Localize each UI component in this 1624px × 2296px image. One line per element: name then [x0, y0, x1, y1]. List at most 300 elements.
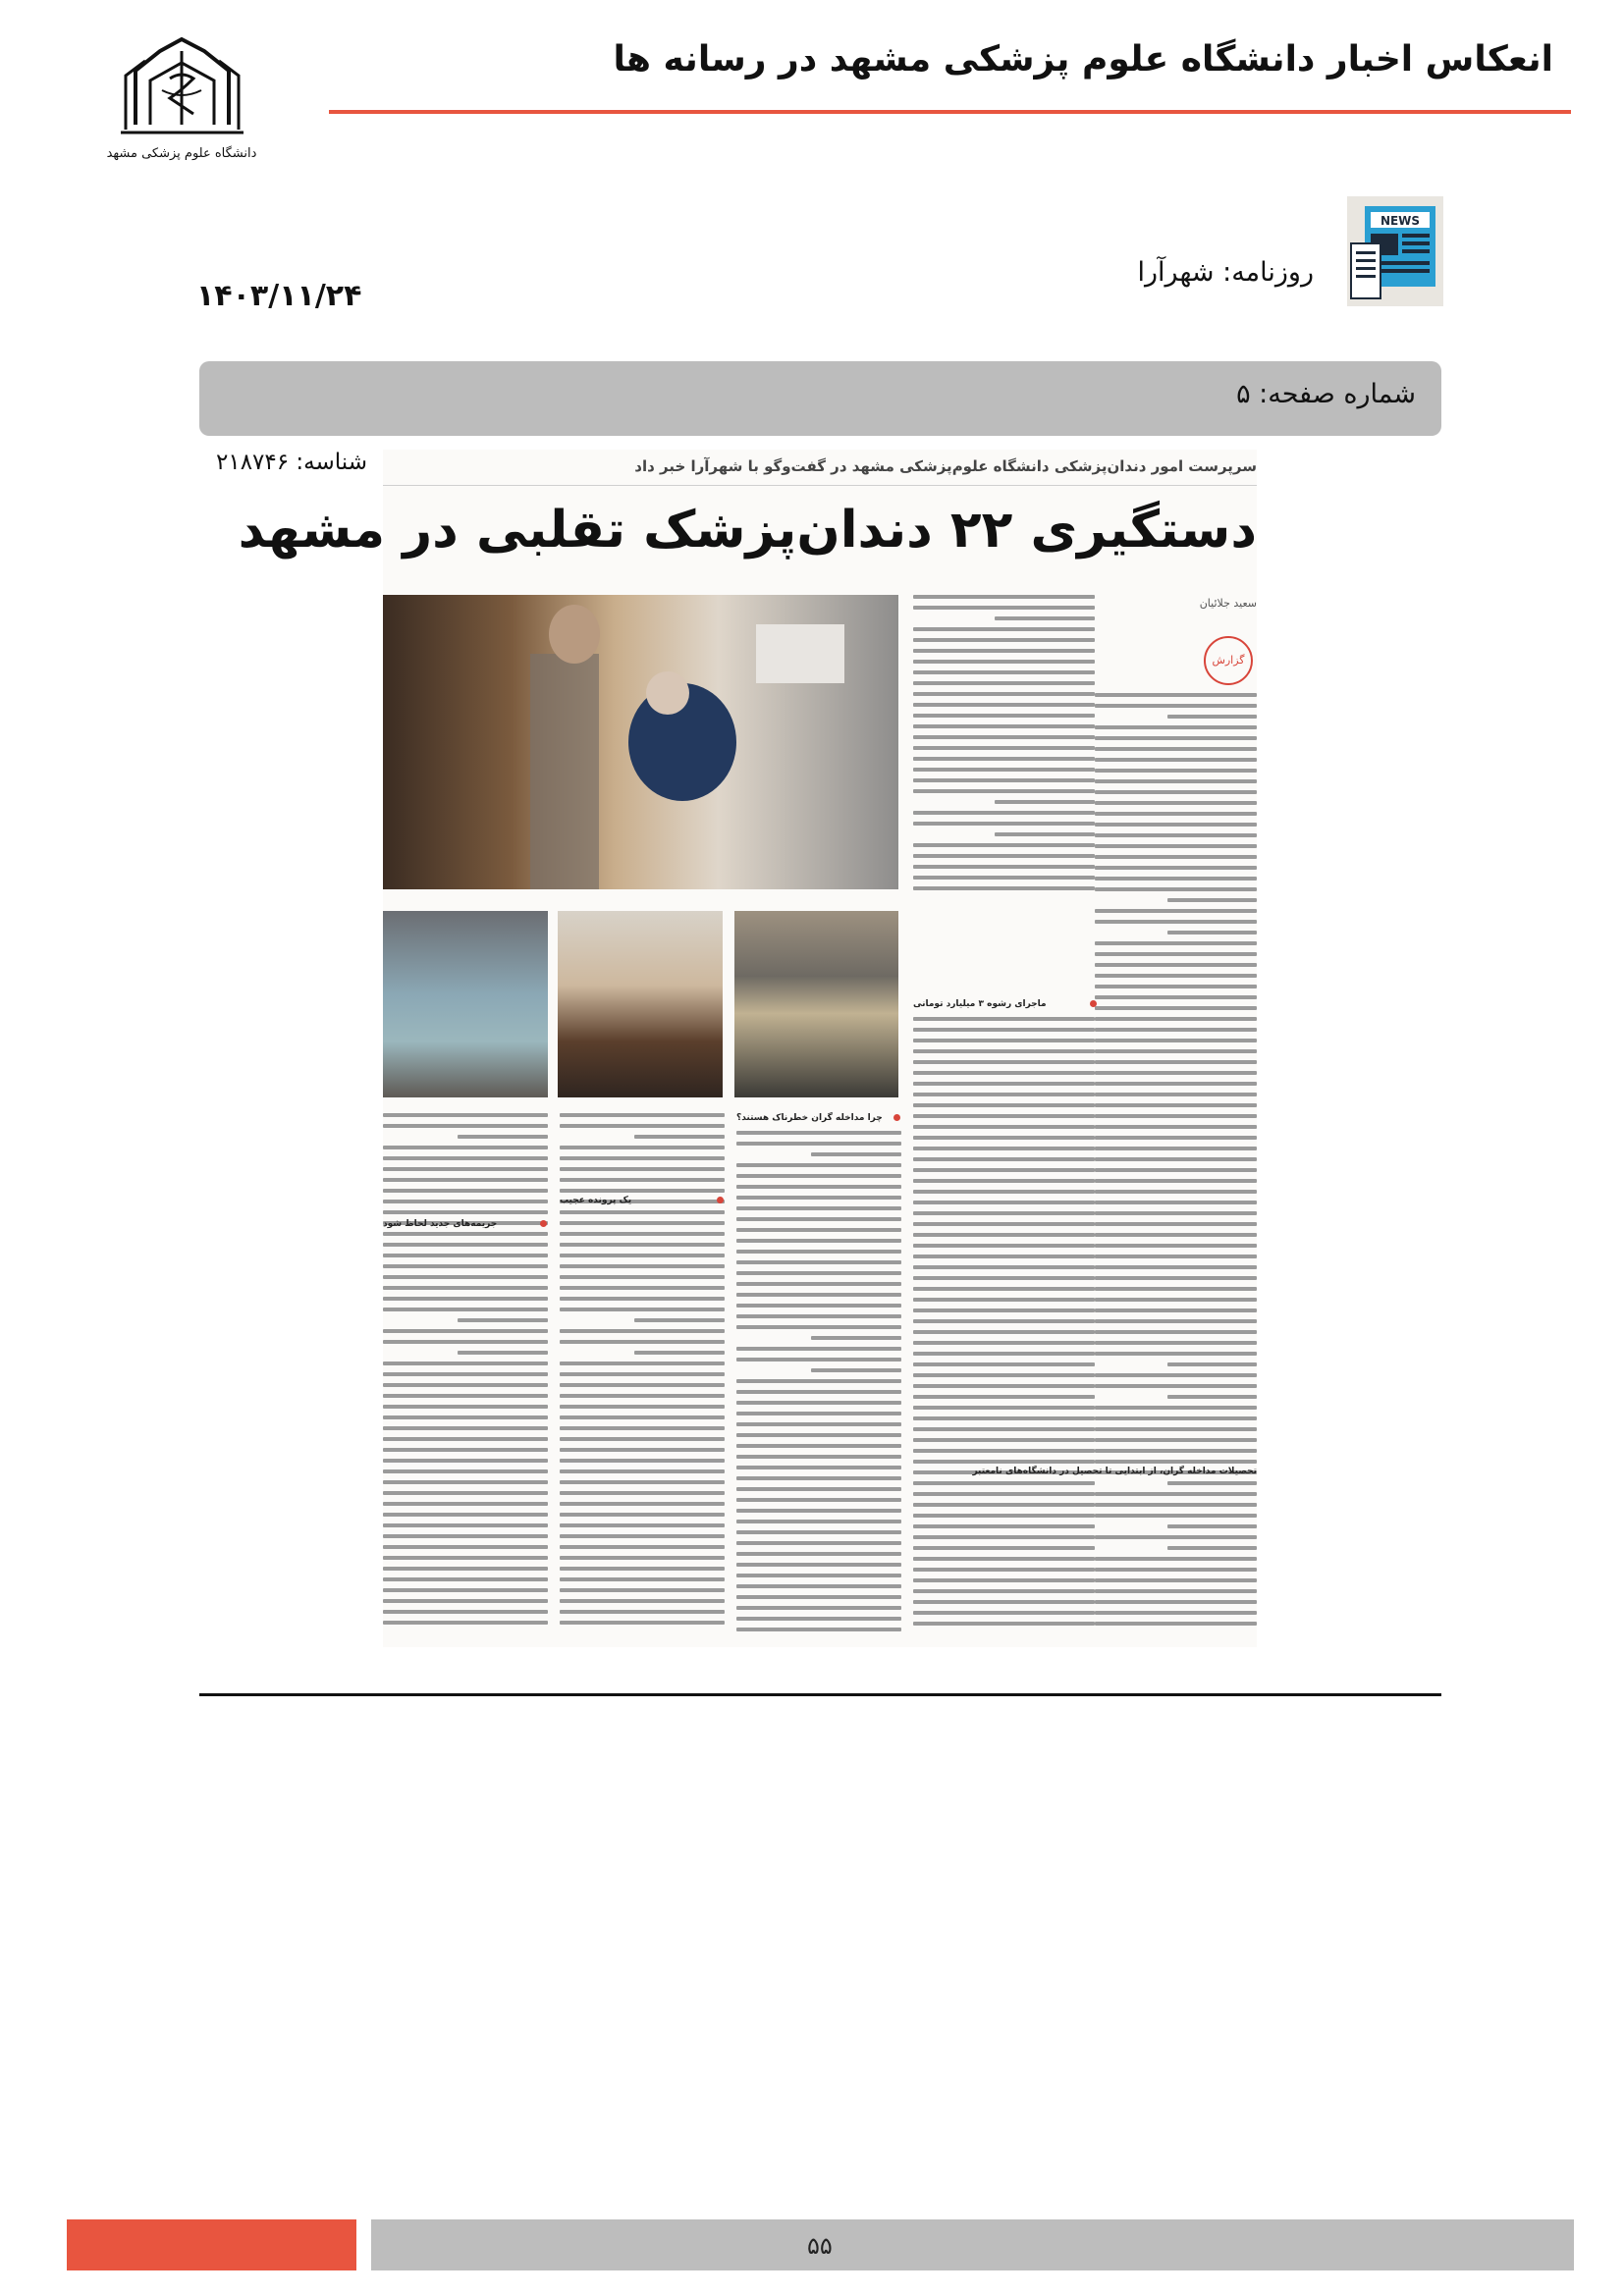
text-line: [995, 616, 1095, 620]
content-divider: [199, 1693, 1441, 1696]
text-column-2: [913, 595, 1095, 899]
text-line: [811, 1368, 901, 1372]
text-line: [383, 1362, 548, 1365]
text-line: [913, 1406, 1095, 1410]
text-line: [1095, 736, 1257, 740]
text-line: [1095, 1557, 1257, 1561]
text-line: [913, 681, 1095, 685]
text-line: [913, 768, 1095, 772]
text-line: [913, 1352, 1095, 1356]
text-line: [736, 1217, 901, 1221]
article-subhead: جریمه‌های جدید لحاظ شود: [383, 1219, 498, 1229]
text-line: [811, 1336, 901, 1340]
text-line: [913, 789, 1095, 793]
text-line: [560, 1308, 725, 1311]
text-line: [736, 1476, 901, 1480]
article-subheadline: سرپرست امور دندان‌پزشکی دانشگاه علوم‌پزشکی مشهد در گفت‌وگو با شهرآرا خبر داد: [634, 457, 1257, 475]
text-line: [383, 1254, 548, 1257]
text-line: [736, 1325, 901, 1329]
text-line: [736, 1422, 901, 1426]
text-line: [560, 1189, 725, 1193]
text-line: [913, 1449, 1095, 1453]
text-line: [913, 1103, 1095, 1107]
text-line: [736, 1206, 901, 1210]
text-line: [736, 1541, 901, 1545]
text-line: [913, 876, 1095, 880]
text-line: [1095, 1373, 1257, 1377]
text-line: [1095, 941, 1257, 945]
text-line: [913, 1060, 1095, 1064]
article-subhead: یک پرونده عجیب: [560, 1196, 632, 1205]
text-line: [383, 1340, 548, 1344]
text-line: [913, 1308, 1095, 1312]
text-line: [736, 1304, 901, 1308]
text-line: [560, 1372, 725, 1376]
text-line: [913, 811, 1095, 815]
text-line: [913, 1503, 1095, 1507]
text-line: [736, 1606, 901, 1610]
text-line: [1095, 823, 1257, 827]
text-line: [913, 1190, 1095, 1194]
text-line: [560, 1146, 725, 1149]
text-line: [736, 1455, 901, 1459]
article-author: سعید جلائیان: [1199, 597, 1257, 610]
article-subhead: چرا مداخله گران خطرناک هستند؟: [736, 1113, 883, 1123]
text-line: [1095, 1039, 1257, 1042]
bullet-icon: [893, 1114, 900, 1121]
text-line: [736, 1314, 901, 1318]
text-line: [383, 1513, 548, 1517]
text-line: [1095, 1190, 1257, 1194]
text-line: [1095, 909, 1257, 913]
newspaper-icon: [1347, 196, 1443, 306]
text-line: [913, 692, 1095, 696]
report-badge: گزارش: [1204, 636, 1253, 685]
text-line: [383, 1243, 548, 1247]
dentist-chair-illustration: [383, 595, 898, 889]
text-line: [1095, 1028, 1257, 1032]
text-column-1: [1095, 595, 1257, 1635]
text-line: [383, 1124, 548, 1128]
article-photo-main: [383, 595, 898, 889]
text-line: [458, 1318, 548, 1322]
text-column-4: [560, 1113, 725, 1635]
text-line: [736, 1282, 901, 1286]
header-divider: [329, 110, 1571, 114]
text-line: [1095, 855, 1257, 859]
text-line: [913, 1535, 1095, 1539]
text-line: [1167, 931, 1257, 934]
text-line: [560, 1534, 725, 1538]
text-line: [913, 1125, 1095, 1129]
text-line: [913, 1460, 1095, 1464]
text-line: [913, 1136, 1095, 1140]
text-line: [1095, 1384, 1257, 1388]
text-line: [383, 1567, 548, 1571]
text-line: [560, 1415, 725, 1419]
text-line: [736, 1520, 901, 1523]
text-line: [913, 1157, 1095, 1161]
text-line: [913, 1071, 1095, 1075]
text-line: [913, 1622, 1095, 1626]
text-line: [1095, 1255, 1257, 1258]
text-line: [1095, 1093, 1257, 1096]
text-line: [383, 1372, 548, 1376]
svg-text:دانشگاه علوم پزشکی مشهد: دانشگاه علوم پزشکی مشهد: [106, 146, 257, 161]
text-line: [736, 1487, 901, 1491]
text-line: [560, 1437, 725, 1441]
text-line: [736, 1509, 901, 1513]
text-line: [560, 1362, 725, 1365]
text-line: [913, 1514, 1095, 1518]
text-line: [913, 1093, 1095, 1096]
text-line: [383, 1480, 548, 1484]
text-line: [560, 1513, 725, 1517]
bullet-icon: [1090, 1000, 1097, 1007]
text-line: [1095, 1060, 1257, 1064]
text-line: [913, 1287, 1095, 1291]
text-line: [1095, 866, 1257, 870]
text-line: [1095, 779, 1257, 783]
text-line: [913, 843, 1095, 847]
text-line: [383, 1523, 548, 1527]
text-line: [383, 1448, 548, 1452]
text-line: [1095, 1287, 1257, 1291]
text-line: [383, 1502, 548, 1506]
text-line: [383, 1491, 548, 1495]
text-line: [383, 1178, 548, 1182]
text-line: [913, 735, 1095, 739]
text-line: [913, 1028, 1095, 1032]
text-line: [913, 1179, 1095, 1183]
text-line: [913, 714, 1095, 718]
text-line: [1167, 1395, 1257, 1399]
text-line: [1095, 704, 1257, 708]
text-line: [1095, 1114, 1257, 1118]
text-line: [736, 1390, 901, 1394]
footer-bar: [371, 2219, 1574, 2270]
text-line: [736, 1530, 901, 1534]
text-line: [1095, 1514, 1257, 1518]
text-line: [383, 1200, 548, 1203]
text-line: [736, 1131, 901, 1135]
text-line: [1095, 1276, 1257, 1280]
footer-accent-bar: [67, 2219, 356, 2270]
text-line: [913, 670, 1095, 674]
text-line: [913, 1082, 1095, 1086]
text-line: [913, 1341, 1095, 1345]
text-line: [913, 1255, 1095, 1258]
text-line: [383, 1286, 548, 1290]
text-line: [560, 1340, 725, 1344]
text-line: [1095, 693, 1257, 697]
text-line: [1095, 1103, 1257, 1107]
text-line: [383, 1308, 548, 1311]
text-line: [736, 1595, 901, 1599]
text-line: [1095, 1589, 1257, 1593]
text-line: [560, 1254, 725, 1257]
text-line: [1095, 963, 1257, 967]
text-line: [560, 1610, 725, 1614]
text-line: [383, 1232, 548, 1236]
text-line: [383, 1534, 548, 1538]
text-line: [1095, 833, 1257, 837]
text-line: [913, 1557, 1095, 1561]
text-line: [383, 1415, 548, 1419]
text-line: [736, 1498, 901, 1502]
text-line: [736, 1552, 901, 1556]
text-line: [736, 1142, 901, 1146]
text-line: [1095, 887, 1257, 891]
text-line: [913, 1211, 1095, 1215]
text-line: [1095, 1298, 1257, 1302]
text-line: [913, 1201, 1095, 1204]
text-line: [913, 638, 1095, 642]
text-line: [913, 1416, 1095, 1420]
text-line: [736, 1379, 901, 1383]
bullet-icon: [717, 1197, 724, 1203]
article-subhead: تحصیلات مداخله گران، از ابتدایی تا تحصیل در دانشگاه‌های نامعتبر: [972, 1467, 1257, 1476]
text-line: [560, 1426, 725, 1430]
text-line: [560, 1577, 725, 1581]
text-line: [1095, 1017, 1257, 1021]
text-line: [913, 703, 1095, 707]
text-line: [736, 1228, 901, 1232]
text-line: [736, 1412, 901, 1415]
text-line: [913, 1373, 1095, 1377]
text-line: [913, 1114, 1095, 1118]
text-line: [913, 1168, 1095, 1172]
text-line: [736, 1196, 901, 1200]
text-line: [560, 1221, 725, 1225]
text-line: [1095, 1082, 1257, 1086]
text-line: [736, 1617, 901, 1621]
text-line: [913, 1427, 1095, 1431]
text-line: [1095, 747, 1257, 751]
text-line: [1095, 1416, 1257, 1420]
text-line: [634, 1318, 725, 1322]
text-line: [913, 1233, 1095, 1237]
text-line: [913, 1244, 1095, 1248]
text-line: [383, 1156, 548, 1160]
text-line: [913, 649, 1095, 653]
text-line: [383, 1599, 548, 1603]
text-line: [913, 757, 1095, 761]
text-line: [560, 1523, 725, 1527]
text-line: [383, 1167, 548, 1171]
text-line: [736, 1444, 901, 1448]
text-line: [913, 854, 1095, 858]
text-line: [1095, 1568, 1257, 1572]
text-line: [913, 1568, 1095, 1572]
text-line: [1095, 769, 1257, 773]
text-line: [1095, 1308, 1257, 1312]
text-line: [1095, 952, 1257, 956]
text-line: [1095, 1535, 1257, 1539]
text-line: [913, 1384, 1095, 1388]
text-line: [913, 660, 1095, 664]
text-line: [736, 1250, 901, 1254]
text-line: [383, 1264, 548, 1268]
text-line: [913, 822, 1095, 826]
text-line: [560, 1232, 725, 1236]
text-line: [811, 1152, 901, 1156]
text-line: [913, 627, 1095, 631]
text-line: [1095, 1147, 1257, 1150]
text-line: [913, 606, 1095, 610]
page-number-bar: [199, 361, 1441, 436]
footer-page-number: ۵۵: [807, 2232, 833, 2260]
text-line: [995, 800, 1095, 804]
text-line: [1095, 844, 1257, 848]
text-line: [1167, 898, 1257, 902]
text-line: [1095, 1352, 1257, 1356]
text-line: [383, 1297, 548, 1301]
text-line: [383, 1437, 548, 1441]
text-line: [913, 1362, 1095, 1366]
text-line: [1095, 974, 1257, 978]
text-line: [1095, 1006, 1257, 1010]
text-line: [1095, 1222, 1257, 1226]
text-line: [1095, 1503, 1257, 1507]
text-line: [1095, 1244, 1257, 1248]
report-title: انعکاس اخبار دانشگاه علوم پزشکی مشهد در رسانه ها: [613, 39, 1553, 80]
text-line: [560, 1275, 725, 1279]
text-line: [383, 1329, 548, 1333]
text-line: [913, 1147, 1095, 1150]
text-line: [913, 1319, 1095, 1323]
text-line: [913, 1265, 1095, 1269]
text-line: [913, 1017, 1095, 1021]
text-line: [913, 1395, 1095, 1399]
text-line: [560, 1621, 725, 1625]
text-line: [736, 1260, 901, 1264]
text-line: [383, 1383, 548, 1387]
text-line: [1095, 812, 1257, 816]
text-line: [560, 1469, 725, 1473]
text-line: [913, 724, 1095, 728]
text-line: [1095, 758, 1257, 762]
text-line: [383, 1469, 548, 1473]
text-line: [913, 1222, 1095, 1226]
page-number-label: شماره صفحه: ۵: [1236, 379, 1416, 409]
text-line: [560, 1124, 725, 1128]
text-line: [1095, 1449, 1257, 1453]
text-line: [736, 1574, 901, 1577]
text-line: [383, 1426, 548, 1430]
article-photo-equipment: [383, 911, 548, 1097]
text-line: [1095, 1136, 1257, 1140]
text-line: [560, 1297, 725, 1301]
clipping-divider: [383, 485, 1257, 486]
text-line: [560, 1383, 725, 1387]
text-line: [560, 1210, 725, 1214]
text-line: [1095, 1600, 1257, 1604]
article-photo-cabinet: [558, 911, 723, 1097]
text-line: [634, 1135, 725, 1139]
text-line: [736, 1584, 901, 1588]
text-line: [560, 1491, 725, 1495]
text-line: [383, 1275, 548, 1279]
text-line: [1167, 715, 1257, 719]
text-line: [913, 1039, 1095, 1042]
text-line: [1095, 1622, 1257, 1626]
text-line: [913, 595, 1095, 599]
article-subhead: ماجرای رشوه ۳ میلیارد تومانی: [913, 999, 1047, 1009]
text-line: [1095, 1492, 1257, 1496]
text-line: [1095, 877, 1257, 881]
bullet-icon: [540, 1220, 547, 1227]
text-line: [913, 865, 1095, 869]
text-line: [913, 1546, 1095, 1550]
text-line: [1095, 985, 1257, 988]
text-line: [736, 1628, 901, 1631]
text-line: [560, 1599, 725, 1603]
text-line: [1095, 1427, 1257, 1431]
text-line: [383, 1146, 548, 1149]
text-line: [1095, 1168, 1257, 1172]
text-line: [1095, 1319, 1257, 1323]
text-line: [1095, 1179, 1257, 1183]
text-line: [1095, 1341, 1257, 1345]
text-line: [913, 1330, 1095, 1334]
text-line: [560, 1264, 725, 1268]
text-line: [383, 1405, 548, 1409]
text-column-3: [736, 1113, 901, 1635]
text-line: [913, 1438, 1095, 1442]
text-line: [1095, 1201, 1257, 1204]
text-line: [560, 1156, 725, 1160]
text-line: [383, 1394, 548, 1398]
text-line: [1167, 1481, 1257, 1485]
text-line: [560, 1502, 725, 1506]
text-line: [1095, 801, 1257, 805]
text-line: [913, 1276, 1095, 1280]
text-line: [1095, 1460, 1257, 1464]
text-line: [560, 1329, 725, 1333]
text-line: [1095, 1125, 1257, 1129]
text-line: [383, 1556, 548, 1560]
text-line: [1167, 1546, 1257, 1550]
text-line: [634, 1351, 725, 1355]
text-line: [736, 1185, 901, 1189]
text-line: [383, 1577, 548, 1581]
svg-text:NEWS: NEWS: [1380, 214, 1421, 228]
text-line: [736, 1347, 901, 1351]
text-line: [995, 832, 1095, 836]
text-line: [560, 1545, 725, 1549]
text-line: [383, 1621, 548, 1625]
text-line: [560, 1459, 725, 1463]
text-line: [560, 1286, 725, 1290]
text-line: [1167, 1362, 1257, 1366]
text-line: [913, 778, 1095, 782]
text-line: [736, 1466, 901, 1469]
text-line: [383, 1210, 548, 1214]
text-line: [913, 1578, 1095, 1582]
text-line: [560, 1405, 725, 1409]
article-photo-refrigerator: [734, 911, 898, 1097]
text-line: [736, 1401, 901, 1405]
university-logo-icon: [106, 31, 257, 169]
text-line: [560, 1178, 725, 1182]
text-line: [458, 1135, 548, 1139]
article-headline: دستگیری ۲۲ دندان‌پزشک تقلبی در مشهد: [238, 501, 1257, 560]
text-line: [913, 1600, 1095, 1604]
text-line: [1095, 995, 1257, 999]
text-line: [1095, 1233, 1257, 1237]
text-line: [1095, 1157, 1257, 1161]
